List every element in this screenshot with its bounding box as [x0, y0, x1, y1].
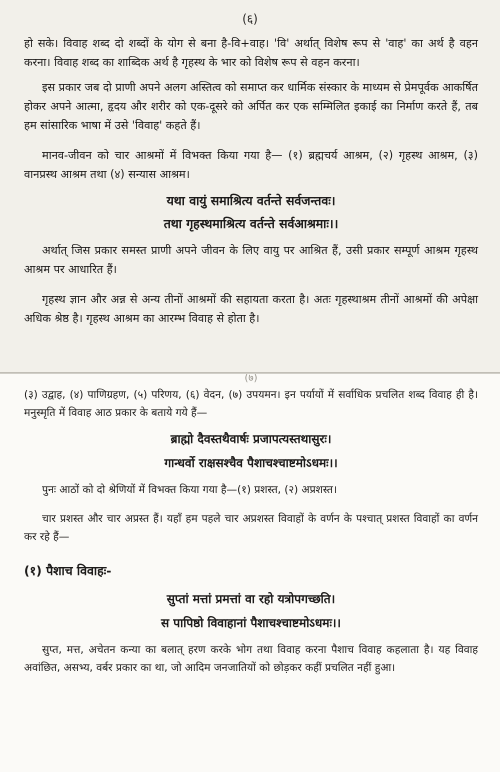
paragraph-vivah-definition: इस प्रकार जब दो प्राणी अपने अलग अस्तित्व को समाप्त कर धार्मिक संस्कार के माध्यम से प्रेमपूर्वक आकर्षित होकर अपने आत्मा, हृदय और शरीर को एक-दूसरे को अर्पित कर एक सम्मिलित इकाई का निर्माण करते हैं, तब हम सांसारिक भाषा में उसे 'विवाह' कहते हैं। [24, 81, 478, 132]
verse-line: गान्धर्वो राक्षसश्चैव पैशाचश्चाष्टमोऽधमः।। [164, 456, 338, 470]
verse-block-paishach [24, 587, 478, 635]
verse-line: सुप्तां मत्तां प्रमत्तां वा रहो यत्रोपगच्छति। [166, 592, 336, 606]
paragraph-paishach-meaning: सुप्त, मत्त, अचेतन कन्या का बलात् हरण करके भोग तथा विवाह करना पैशाच विवाह कहलाता है। यह विवाह अवांछित, असभ्य, वर्बर प्रकार का था, जो आदिम जनजातियों को छोड़कर कहीं प्रचलित नहीं हुआ। [24, 644, 478, 674]
paragraph-vivah-meaning: हो सके। विवाह शब्द दो शब्दों के योग से बना है-वि+वाह। 'वि' अर्थात् विशेष रूप से 'वाह' का अर्थ है वहन करना। विवाह शब्द का शाब्दिक अर्थ है गृहस्थ के भार को विशेष रूप से वहन करना। [24, 37, 478, 69]
paragraph-verse-meaning: अर्थात् जिस प्रकार समस्त प्राणी अपने जीवन के लिए वायु पर आश्रित हैं, उसी प्रकार सम्पूर्ण आश्रम गृहस्थ आश्रम पर आधारित हैं। [24, 244, 478, 276]
verse-line: यथा वायुं समाश्रित्य वर्तन्ते सर्वजन्तवः। [166, 193, 336, 208]
verse-block-eight-types [24, 427, 478, 475]
paragraph-two-categories: पुनः आठों को दो श्रेणियों में विभक्त किया गया है—(१) प्रशस्त, (२) अप्रशस्त। [42, 484, 337, 496]
paragraph-prashast: चार प्रशस्त और चार अप्रस्त हैं। यहाँ हम पहले चार अप्रशस्त विवाहों के वर्णन के पश्चात् प्रशस्त विवाहों का वर्णन कर रहे हैं— [24, 513, 478, 543]
upper-page [0, 0, 500, 374]
paragraph-synonyms: (३) उद्वाह, (४) पाणिग्रहण, (५) परिणय, (६) वेदन, (७) उपयमन। इन पर्यायों में सर्वाधिक प्रचलित शब्द विवाह ही है। मनुस्मृति में विवाह आठ प्रकार के बताये गये हैं— [24, 389, 478, 419]
lower-page-number: (७) [244, 374, 258, 384]
section-heading-paishach: (१) पैशाच विवाहः- [24, 563, 112, 578]
paragraph-four-ashrams: मानव-जीवन को चार आश्रमों में विभक्त किया गया है— (१) ब्रह्मचर्य आश्रम, (२) गृहस्थ आश्रम, (३) वानप्रस्थ आश्रम तथा (४) सन्यास आश्रम। [24, 149, 478, 181]
page-number: (६) [242, 12, 258, 26]
verse-line: तथा गृहस्थमाश्रित्य वर्तन्ते सर्वआश्रमाः।। [163, 216, 339, 231]
paragraph-grihastha-superior: गृहस्थ ज्ञान और अन्न से अन्य तीनों आश्रमों की सहायता करता है। अतः गृहस्थाश्रम तीनों आश्रमों की अपेक्षा अधिक श्रेष्ठ है। गृहस्थ आश्रम का आरम्भ विवाह से होता है। [24, 293, 478, 325]
verse-block-grihastha [24, 189, 478, 235]
verse-line: ब्राह्मो दैवस्तथैवार्षः प्रजापत्यस्तथासुरः। [170, 432, 332, 446]
verse-line: स पापिष्ठो विवाहानां पैशाचश्चाष्टमोऽधमः।। [161, 616, 341, 630]
lower-page [0, 374, 500, 772]
